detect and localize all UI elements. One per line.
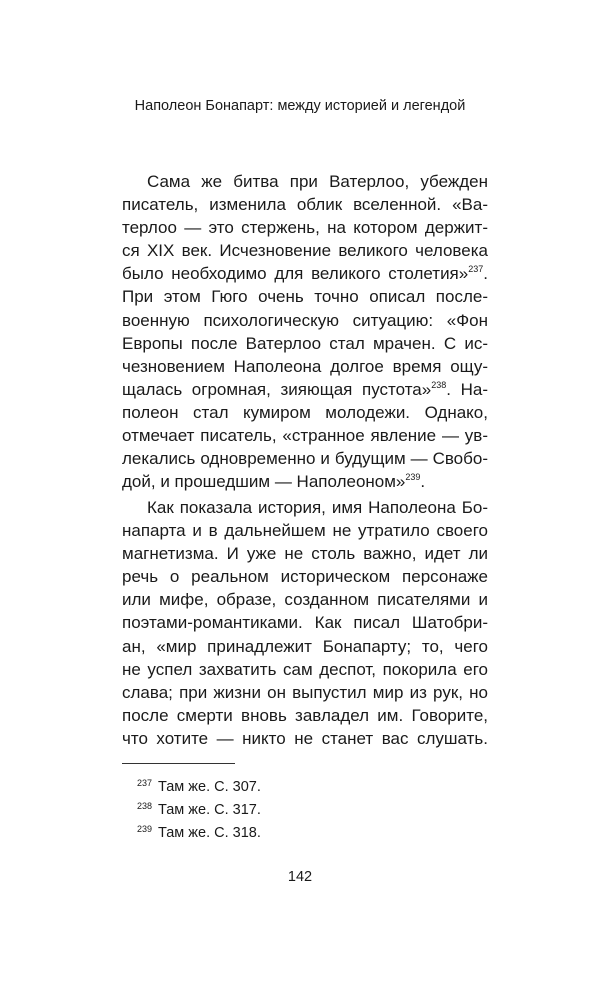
footnote [137, 823, 261, 843]
text-line: военную психологическую ситуацию: «Фон [122, 310, 488, 330]
text-line: отмечает писатель, «странное явление — ув- [122, 426, 488, 446]
text-line: что хотите — никто не станет вас слушать. [122, 728, 488, 748]
footnote-divider [122, 763, 235, 764]
text: . [420, 472, 426, 492]
text-line: речь о реальном историческом персонаже [122, 567, 488, 587]
footnote-text: Там же. С. 318. [158, 825, 261, 841]
text-line: терлоо — это стержень, на котором держит- [122, 218, 488, 238]
footnote-number: 239 [137, 824, 153, 834]
text-line: ся XIX век. Исчезновение великого человека [122, 241, 488, 261]
footnote-number: 238 [137, 801, 153, 811]
text: щалась огромная, зияющая пустота» [122, 379, 432, 399]
footnote [137, 800, 261, 820]
text-line: лекались одновременно и будущим — Свобо- [122, 449, 488, 469]
text-line: напарта и в дальнейшем не утратило своего [122, 521, 488, 541]
text-line: полеон стал кумиром молодежи. Однако, [122, 402, 488, 422]
text-line [122, 470, 488, 493]
footnote-text: Там же. С. 307. [158, 779, 261, 795]
text-line [122, 378, 488, 401]
footnote [137, 777, 261, 797]
text-line [122, 262, 488, 285]
footnote-text: Там же. С. 317. [158, 802, 261, 818]
text-line: Как показала история, имя Наполеона Бо- [147, 498, 488, 517]
text: . [483, 264, 488, 284]
footnote-ref[interactable]: 237 [468, 264, 484, 275]
running-header: Наполеон Бонапарт: между историей и легендой [134, 98, 466, 114]
paragraph-2 [122, 496, 488, 750]
text-line: Европы после Ватерлоо стал мрачен. С ис- [122, 333, 488, 353]
text-line: не успел захватить сам деспот, покорила его [122, 659, 488, 679]
text-line: При этом Гюго очень точно описал после- [122, 287, 488, 307]
text-line: чезновением Наполеона долгое время ощу- [122, 356, 488, 376]
text-line: или мифе, образе, созданном писателями и [122, 590, 488, 610]
text: . На- [446, 379, 488, 399]
text-line: ан, «мир принадлежит Бонапарту; то, чего [122, 636, 488, 656]
footnote-ref[interactable]: 238 [431, 379, 447, 390]
text-line: Сама же битва при Ватерлоо, убежден [147, 172, 488, 191]
text: дой, и прошедшим — Наполеоном» [122, 472, 406, 492]
text-line: после смерти вновь завладел им. Говорите, [122, 705, 488, 725]
page-number: 142 [287, 869, 313, 885]
footnote-ref[interactable]: 239 [405, 472, 421, 483]
text-line: магнетизма. И уже не столь важно, идет ли [122, 544, 488, 564]
text-line: писатель, изменила облик вселенной. «Ва- [122, 195, 488, 215]
paragraph-1 [122, 170, 488, 493]
text-line: слава; при жизни он выпустил мир из рук, но [122, 682, 488, 702]
text: было необходимо для великого столетия» [122, 264, 469, 284]
text-line: поэтами-романтиками. Как писал Шатобри- [122, 613, 488, 633]
footnote-number: 237 [137, 778, 153, 788]
